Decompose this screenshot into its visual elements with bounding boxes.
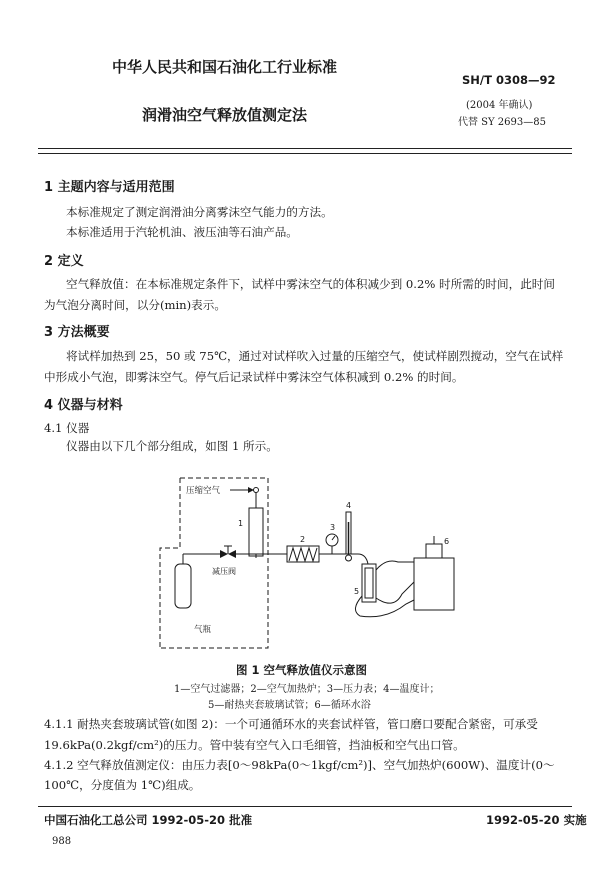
footer-approval: 中国石油化工总公司 1992-05-20 批准 — [44, 813, 253, 827]
section-2-para-line-2: 为气泡分离时间，以分(min)表示。 — [44, 298, 226, 312]
confirm-note: (2004 年确认) — [466, 100, 533, 111]
section-4-1-heading: 4.1 仪器 — [44, 421, 90, 435]
figure-caption: 图 1 空气释放值仪示意图 — [236, 663, 368, 677]
section-3-para-line-1: 将试样加热到 25，50 或 75℃，通过对试样吹入过量的压缩空气，使试样剧烈搅动，空气在试样 — [66, 349, 564, 363]
clause-4-1-2-line-1: 4.1.2 空气释放值测定仪：由压力表[0～98kPa(0～1kgf/cm²)]、空气加热炉(600W)、温度计(0～ — [44, 758, 555, 772]
section-2-para-line-1: 空气释放值：在本标准规定条件下，试样中雾沫空气的体积减少到 0.2% 时所需的时间，此时间 — [66, 277, 555, 291]
replaces-note: 代替 SY 2693—85 — [458, 117, 546, 128]
section-4-1-para: 仪器由以下几个部分组成，如图 1 所示。 — [66, 439, 278, 453]
section-4-heading: 4 仪器与材料 — [44, 398, 123, 413]
circulating-water-bath — [414, 558, 454, 610]
section-2-heading: 2 定义 — [44, 254, 84, 269]
header-rule-bottom — [38, 153, 572, 154]
document-title: 润滑油空气释放值测定法 — [142, 106, 308, 124]
label-num-5: 5 — [354, 587, 360, 596]
clause-4-1-2-line-2: 100℃，分度值为 1℃)组成。 — [44, 778, 201, 792]
label-compressed-air: 压缩空气 — [186, 486, 221, 496]
figure-legend-line-2: 5—耐热夹套玻璃试管；6—循环水浴 — [208, 700, 371, 711]
label-num-2: 2 — [300, 535, 306, 544]
label-num-6: 6 — [444, 537, 450, 546]
section-3-para-line-2: 中形成小气泡，即雾沫空气。停气后记录试样中雾沫空气体积减到 0.2% 的时间。 — [44, 370, 464, 384]
label-gas-cylinder: 气瓶 — [194, 625, 212, 635]
standard-org: 中华人民共和国石油化工行业标准 — [112, 58, 338, 76]
apparatus-diagram — [150, 470, 470, 656]
header-rule-top — [38, 148, 572, 149]
jacketed-test-tube — [362, 564, 376, 602]
footer-implementation: 1992-05-20 实施 — [486, 813, 587, 827]
clause-4-1-1-line-1: 4.1.1 耐热夹套玻璃试管(如图 2)：一个可通循环水的夹套试样管，管口磨口要配合紧密，可承受 — [44, 717, 538, 731]
footer-rule — [38, 806, 572, 807]
label-num-3: 3 — [330, 523, 336, 532]
air-filter — [249, 508, 263, 556]
label-num-1: 1 — [238, 519, 244, 528]
section-1-para-1: 本标准规定了测定润滑油分离雾沫空气能力的方法。 — [66, 205, 333, 219]
gas-cylinder — [175, 564, 191, 608]
label-reducing-valve: 减压阀 — [212, 567, 236, 576]
compressed-air-enclosure — [160, 478, 268, 648]
figure-legend-line-1: 1—空气过滤器；2—空气加热炉；3—压力表；4—温度计； — [174, 684, 440, 695]
section-1-heading: 1 主题内容与适用范围 — [44, 180, 175, 195]
clause-4-1-1-line-2: 19.6kPa(0.2kgf/cm²)的压力。管中装有空气入口毛细管，挡油板和空气出口管。 — [44, 738, 465, 752]
page-number: 988 — [52, 836, 72, 847]
standard-code: SH/T 0308—92 — [462, 73, 556, 87]
section-1-para-2: 本标准适用于汽轮机油、液压油等石油产品。 — [66, 225, 298, 239]
label-num-4: 4 — [346, 501, 352, 510]
section-3-heading: 3 方法概要 — [44, 325, 110, 340]
